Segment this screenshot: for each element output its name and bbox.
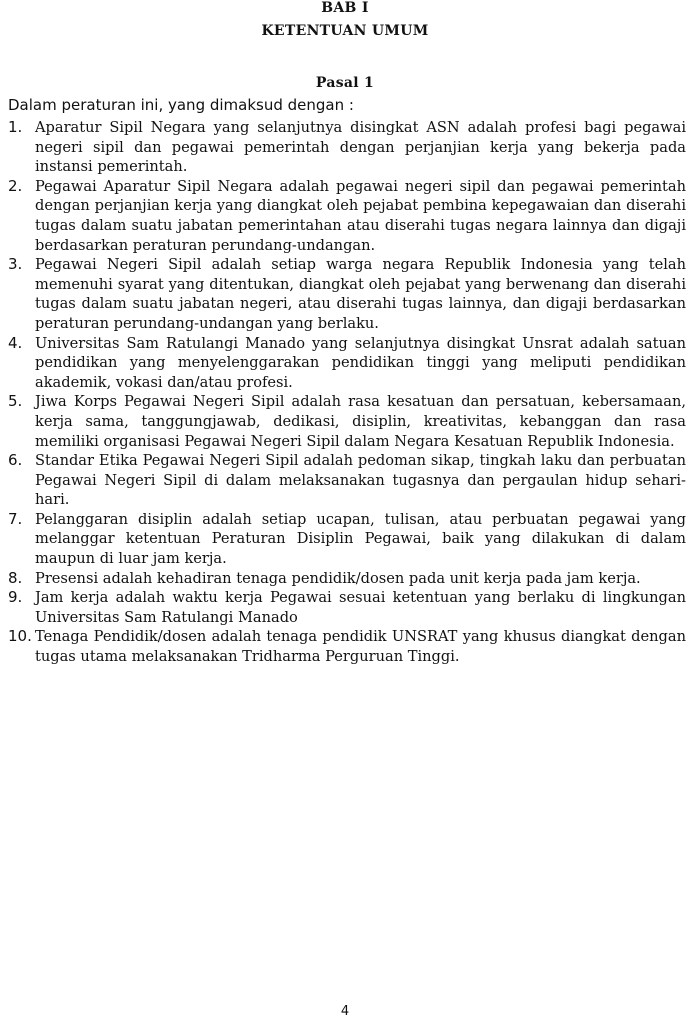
list-item <box>8 569 686 589</box>
chapter-heading: BAB I <box>321 0 369 16</box>
item-text: Universitas Sam Ratulangi Manado yang selanjutnya disingkat Unsrat adalah satuan pendidikan yang menyelenggarakan pendidikan tinggi yang meliputi pendidikan akademik, vokasi dan/atau profesi. <box>35 334 686 391</box>
item-number: 2. <box>8 176 23 195</box>
list-item <box>8 588 686 627</box>
item-text: Pelanggaran disiplin adalah setiap ucapan, tulisan, atau perbuatan pegawai yang melanggar ketentuan Peraturan Disiplin Pegawai, baik yang dilakukan di dalam maupun di luar jam kerja. <box>35 510 686 568</box>
list-item <box>8 118 686 177</box>
intro-text: Dalam peraturan ini, yang dimaksud dengan : <box>8 96 354 114</box>
item-number: 8. <box>8 568 23 587</box>
item-text: Aparatur Sipil Negara yang selanjutnya disingkat ASN adalah profesi bagi pegawai negeri sipil dan pegawai pemerintah dengan perjanjian kerja yang bekerja pada instansi pemerintah. <box>35 119 686 176</box>
item-number: 1. <box>8 118 23 136</box>
chapter-title: KETENTUAN UMUM <box>261 23 429 39</box>
list-item <box>8 255 686 333</box>
item-text: Standar Etika Pegawai Negeri Sipil adalah pedoman sikap, tingkah laku dan perbuatan Pegawai Negeri Sipil di dalam melaksanakan tugasnya dan pergaulan hidup sehari-hari. <box>35 452 686 509</box>
list-item <box>8 510 686 569</box>
list-item <box>8 451 686 510</box>
item-text: Tenaga Pendidik/dosen adalah tenaga pendidik UNSRAT yang khusus diangkat dengan tugas utama melaksanakan Tridharma Perguruan Tinggi. <box>35 628 686 666</box>
list-item <box>8 334 686 393</box>
item-number: 3. <box>8 255 23 274</box>
item-text: Jam kerja adalah waktu kerja Pegawai sesuai ketentuan yang berlaku di lingkungan Universitas Sam Ratulangi Manado <box>35 589 686 626</box>
item-text: Pegawai Negeri Sipil adalah setiap warga negara Republik Indonesia yang telah memenuhi syarat yang ditentukan, diangkat oleh pejabat yang berwenang dan diserahi tugas dalam suatu jabatan negeri, atau diserahi tugas lainnya, dan digaji berdasarkan peraturan perundang-undangan yang berlaku. <box>35 256 686 332</box>
item-number: 10. <box>8 627 32 646</box>
item-number: 9. <box>8 588 23 607</box>
page-number: 4 <box>340 1004 350 1019</box>
list-item <box>8 177 686 255</box>
item-number: 5. <box>8 392 23 411</box>
item-number: 7. <box>8 509 23 528</box>
list-item <box>8 392 686 451</box>
item-text: Jiwa Korps Pegawai Negeri Sipil adalah rasa kesatuan dan persatuan, kebersamaan, kerja sama, tanggungjawab, dedikasi, disiplin, kreativitas, kebanggan dan rasa memiliki organisasi Pegawai Negeri Sipil dalam Negara Kesatuan Republik Indonesia. <box>35 393 686 450</box>
item-text: Presensi adalah kehadiran tenaga pendidik/dosen pada unit kerja pada jam kerja. <box>35 569 641 587</box>
definitions-list <box>8 118 686 667</box>
list-item <box>8 627 686 666</box>
item-number: 4. <box>8 333 23 352</box>
item-number: 6. <box>8 451 23 470</box>
article-heading: Pasal 1 <box>315 75 375 91</box>
item-text: Pegawai Aparatur Sipil Negara adalah pegawai negeri sipil dan pegawai pemerintah dengan perjanjian kerja yang diangkat oleh pejabat pembina kepegawaian dan diserahi tugas dalam suatu jabatan pemerintahan atau diserahi tugas negara lainnya dan digaji berdasarkan peraturan perundang-undangan. <box>35 177 686 254</box>
